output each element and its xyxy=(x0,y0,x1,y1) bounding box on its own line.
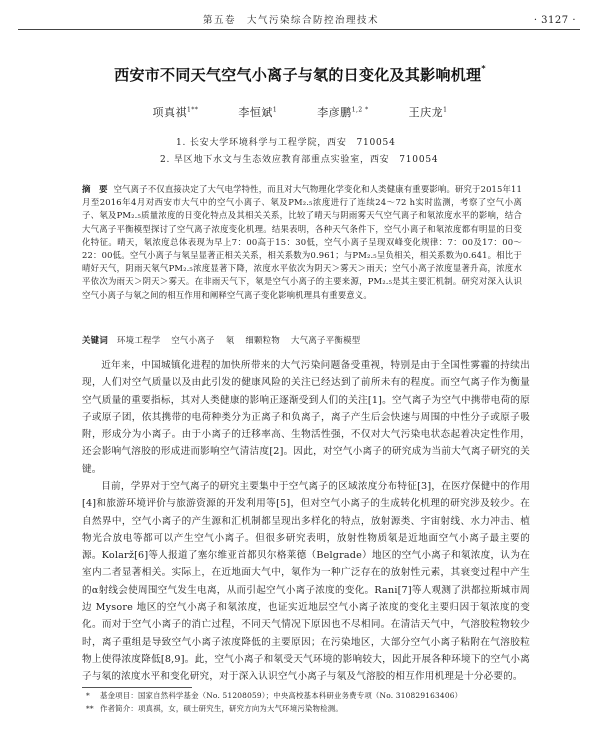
abstract xyxy=(82,183,522,302)
footnote-text: 基金项目：国家自然科学基金（No. 51208059）；中央高校基本科研业务费专项（No. 310829163406） xyxy=(100,691,463,700)
footnote-mark: ** xyxy=(86,703,94,713)
author: 项真祺$^{1**}$ xyxy=(152,106,199,119)
affiliation: 2. 旱区地下水文与生态效应教育部重点实验室，西安 710054 xyxy=(160,155,439,165)
footnote xyxy=(86,690,546,703)
keyword: 空气小离子 xyxy=(171,335,215,345)
body-paragraph xyxy=(82,478,530,686)
keyword: 氡 xyxy=(225,335,235,345)
paper-title-text: 西安市不同天气空气小离子与氡的日变化及其影响机理 xyxy=(114,66,482,84)
page-number: · 3127 · xyxy=(533,15,576,26)
footnote-divider xyxy=(82,687,192,688)
author-list xyxy=(0,104,600,120)
author: 李彦鹏$^{1,2 *}$ xyxy=(317,106,369,119)
keywords xyxy=(82,334,522,346)
journal-title: 第五卷 大气污染综合防控治理技术 xyxy=(203,15,380,26)
footnote-text: 作者简介：项真祺，女，硕士研究生，研究方向为大气环境污染物检测。 xyxy=(100,703,343,713)
author: 李恒斌$^1$ xyxy=(238,106,278,119)
author: 王庆龙$^1$ xyxy=(408,106,448,119)
paragraph-text: 目前，学界对于空气离子的研究主要集中于空气离子的区域浓度分布特征[3]，在医疗保健中的作用[4]和旅游环境评价与旅游资源的开发利用等[5]，但对空气小离子的生成转化机理的研究涉及较少。在自然界中，空气小离子的产生源和汇机制都呈现出多样化的特点，放射源类、宇宙射线、水力冲击、植物光合放电等都可以产生空气小离子。但很多研究表明，放射性物质氡是近地面空气小离子最主要的源。Kolarž[6]等人报道了塞尔维亚首都贝尔格莱德（Belgrade）地区的空气小离子和氡浓度，认为在室内二者显著相关。实际上，在近地面大气中，氡作为一种广泛存在的放射性元素，其衰变过程中产生的α射线会使周围空气发生电离，从而引起空气小离子浓度的变化。Rani[7]等人观测了洪都拉斯城市周边 Mysore 地区的空气小离子和氡浓度，也证实近地层空气小离子浓度的变化主要归因于氡浓度的变化。而对于空气小离子的消亡过程，不同天气情况下原因也不尽相同。在清洁天气中，气溶胶粒物较少时，离子重组是导致空气小离子浓度降低的主要原因；在污染地区，大部分空气小离子粘附在气溶胶粒物上使得浓度降低[8,9]。此，空气小离子和氡受天气环境的影响较大，因此开展各种环境下的空气小离子与氡的浓度水平和变化研究，对于深入认识空气小离子与氡及气溶胶的相互作用机理是十分必要的。 xyxy=(82,481,530,683)
footnote xyxy=(86,703,546,716)
keywords-label: 关键词 xyxy=(82,335,109,345)
keyword: 环境工程学 xyxy=(117,335,161,345)
running-header xyxy=(18,10,580,30)
body-paragraph xyxy=(82,357,530,478)
keyword: 细颗粒物 xyxy=(245,335,281,345)
title-footnote-mark: * xyxy=(481,64,486,73)
keyword: 大气离子平衡模型 xyxy=(291,335,361,345)
paper-title xyxy=(0,64,600,85)
abstract-label: 摘 要 xyxy=(82,184,108,194)
footnote-mark: * xyxy=(86,691,90,700)
footnotes xyxy=(86,690,546,715)
affiliation: 1. 长安大学环境科学与工程学院，西安 710054 xyxy=(176,138,396,148)
paragraph-text: 近年来，中国城镇化进程的加快所带来的大气污染问题备受重视，特别是由于全国性雾霾的持续出现，人们对空气质量以及由此引发的健康风险的关注已经达到了前所未有的程度。而空气离子作为衡量空气质量的重要指标，其对人类健康的影响正逐渐受到人们的关注[1]。空气离子为空气中携带电荷的原子或原子团，依其携带的电荷种类分为正离子和负离子，离子产生后会快速与周围的中性分子或原子吸附，形成分为小离子。由于小离子的迁移率高、生物活性强，不仅对大气污染电状态起着决定性作用，还会影响气溶胶的形成进而影响空气清洁度[2]。因此，对空气小离子的研究成为当前大气离子研究的关键。 xyxy=(82,360,530,475)
abstract-text: 空气离子不仅直接决定了大气电学特性，而且对大气物理化学变化和人类健康有重要影响。研究于2015年11月至2016年4月对西安市大气中的空气小离子、氡及PM₂.₅浓度进行了连续24～72 h实时监测，考察了空气小离子、氡及PM₂.₅质量浓度的日变化特点及其相关关系，比较了晴天与阴雨雾天气空气离子和氡浓度水平的影响，结合大气离子平衡模型探讨了空气离子浓度变化机理。结果表明，各种天气条件下，空气小离子和氡浓度都有明显的日变化特征。晴天，氡浓度总体表现为早上7：00高于15：30低，空气小离子呈现双峰变化规律：7：00及17：00～22：00低。空气小离子与氡呈显著正相关关系，相关系数为0.961；与PM₂.₅呈负相关，相关系数为0.641。相比于晴好天气，阴雨天氡气PM₂.₅浓度显著下降，浓度水平依次为阴天＞雾天＞雨天；空气小离子浓度显著升高，浓度水平依次为雨天＞阴天＞雾天。在非雨天气下，氡是空气小离子的主要来源，PM₂.₅是其主要汇机制。研究对深入认识空气小离子与氡之间的相互作用和阐释空气离子变化影响机理具有重要意义。 xyxy=(82,184,523,300)
